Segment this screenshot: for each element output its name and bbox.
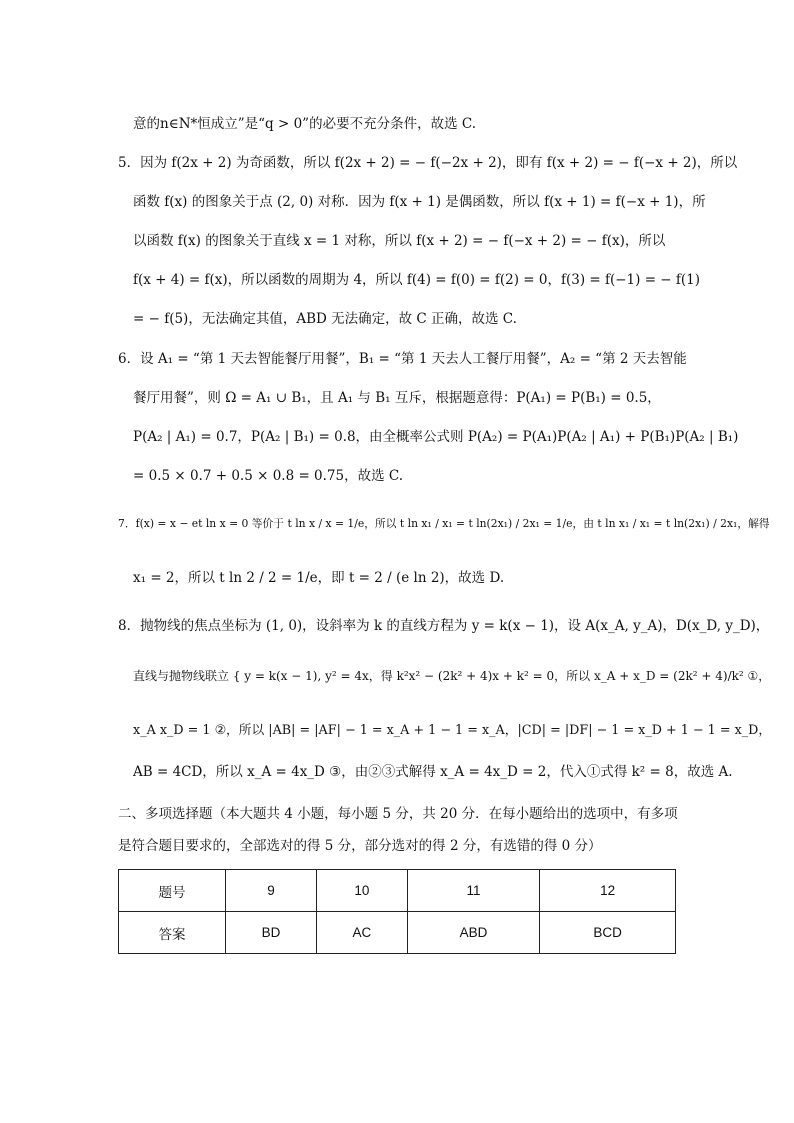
- text-line-11: 7．f(x) = x − et ln x = 0 等价于 t ln x / x = 1/e，所以 t ln x₁ / x₁ = t ln(2x₁) / 2x₁ = 1/e，由 t ln x₁ / x₁ = t ln(2x₁) / 2x₁，解得: [118, 517, 770, 530]
- row-label-answer: 答案: [119, 912, 226, 954]
- text-line-2: 5．因为 f(2x + 2) 为奇函数，所以 f(2x + 2) = − f(−2x + 2)，即有 f(x + 2) = − f(−x + 2)，所以: [118, 155, 738, 171]
- text-line-10: = 0.5 × 0.7 + 0.5 × 0.8 = 0.75，故选 C.: [133, 468, 404, 484]
- text-line-12: x₁ = 2，所以 t ln 2 / 2 = 1/e，即 t = 2 / (e ln 2)，故选 D.: [133, 570, 505, 586]
- table-row: [119, 870, 676, 912]
- text-line-7: 6．设 A₁ = “第 1 天去智能餐厅用餐”，B₁ = “第 1 天去人工餐厅用餐”，A₂ = “第 2 天去智能: [118, 351, 687, 367]
- text-line-15: x_A x_D = 1 ②，所以 |AB| = |AF| − 1 = x_A + 1 − 1 = x_A，|CD| = |DF| − 1 = x_D + 1 − 1 = x_D，: [133, 723, 772, 738]
- text-line-9: P(A₂ | A₁) = 0.7，P(A₂ | B₁) = 0.8，由全概率公式则 P(A₂) = P(A₁)P(A₂ | A₁) + P(B₁)P(A₂ | B₁): [133, 429, 739, 445]
- question-number-cell: 9: [226, 870, 317, 912]
- row-label-number: 题号: [119, 870, 226, 912]
- answer-table-wrapper: [118, 869, 676, 954]
- text-line-13: 8．抛物线的焦点坐标为 (1, 0)，设斜率为 k 的直线方程为 y = k(x − 1)，设 A(x_A, y_A)，D(x_D, y_D)，: [118, 618, 770, 634]
- answer-cell: ABD: [407, 912, 539, 954]
- question-number-cell: 12: [540, 870, 676, 912]
- table-row: [119, 912, 676, 954]
- text-line-5: f(x + 4) = f(x)，所以函数的周期为 4，所以 f(4) = f(0) = f(2) = 0，f(3) = f(−1) = − f(1): [133, 272, 701, 288]
- answer-cell: BD: [226, 912, 317, 954]
- answer-cell: AC: [316, 912, 407, 954]
- section-heading: 二、多项选择题（本大题共 4 小题，每小题 5 分，共 20 分．在每小题给出的选项中，有多项: [118, 806, 678, 822]
- text-line-1: 意的n∈N*恒成立”是“q > 0”的必要不充分条件，故选 C.: [133, 116, 477, 132]
- question-number-cell: 11: [407, 870, 539, 912]
- text-line-6: = − f(5)，无法确定其值，ABD 无法确定，故 C 正确，故选 C.: [133, 311, 517, 327]
- text-line-3: 函数 f(x) 的图象关于点 (2, 0) 对称．因为 f(x + 1) 是偶函数，所以 f(x + 1) = f(−x + 1)，所: [133, 194, 706, 210]
- answer-cell: BCD: [540, 912, 676, 954]
- text-line-4: 以函数 f(x) 的图象关于直线 x = 1 对称，所以 f(x + 2) = − f(−x + 2) = − f(x)，所以: [133, 233, 666, 249]
- text-line-14: 直线与抛物线联立 { y = k(x − 1), y² = 4x，得 k²x² − (2k² + 4)x + k² = 0，所以 x_A + x_D = (2k² + 4)/k² ①，: [133, 669, 771, 683]
- text-line-16: AB = 4CD，所以 x_A = 4x_D ③，由②③式解得 x_A = 4x_D = 2，代入①式得 k² = 8，故选 A.: [133, 764, 733, 780]
- question-number-cell: 10: [316, 870, 407, 912]
- answer-table: [118, 869, 676, 954]
- section-heading-continued: 是符合题目要求的，全部选对的得 5 分，部分选对的得 2 分，有选错的得 0 分）: [118, 838, 602, 854]
- text-line-8: 餐厅用餐”，则 Ω = A₁ ∪ B₁，且 A₁ 与 B₁ 互斥，根据题意得：P(A₁) = P(B₁) = 0.5，: [133, 390, 661, 406]
